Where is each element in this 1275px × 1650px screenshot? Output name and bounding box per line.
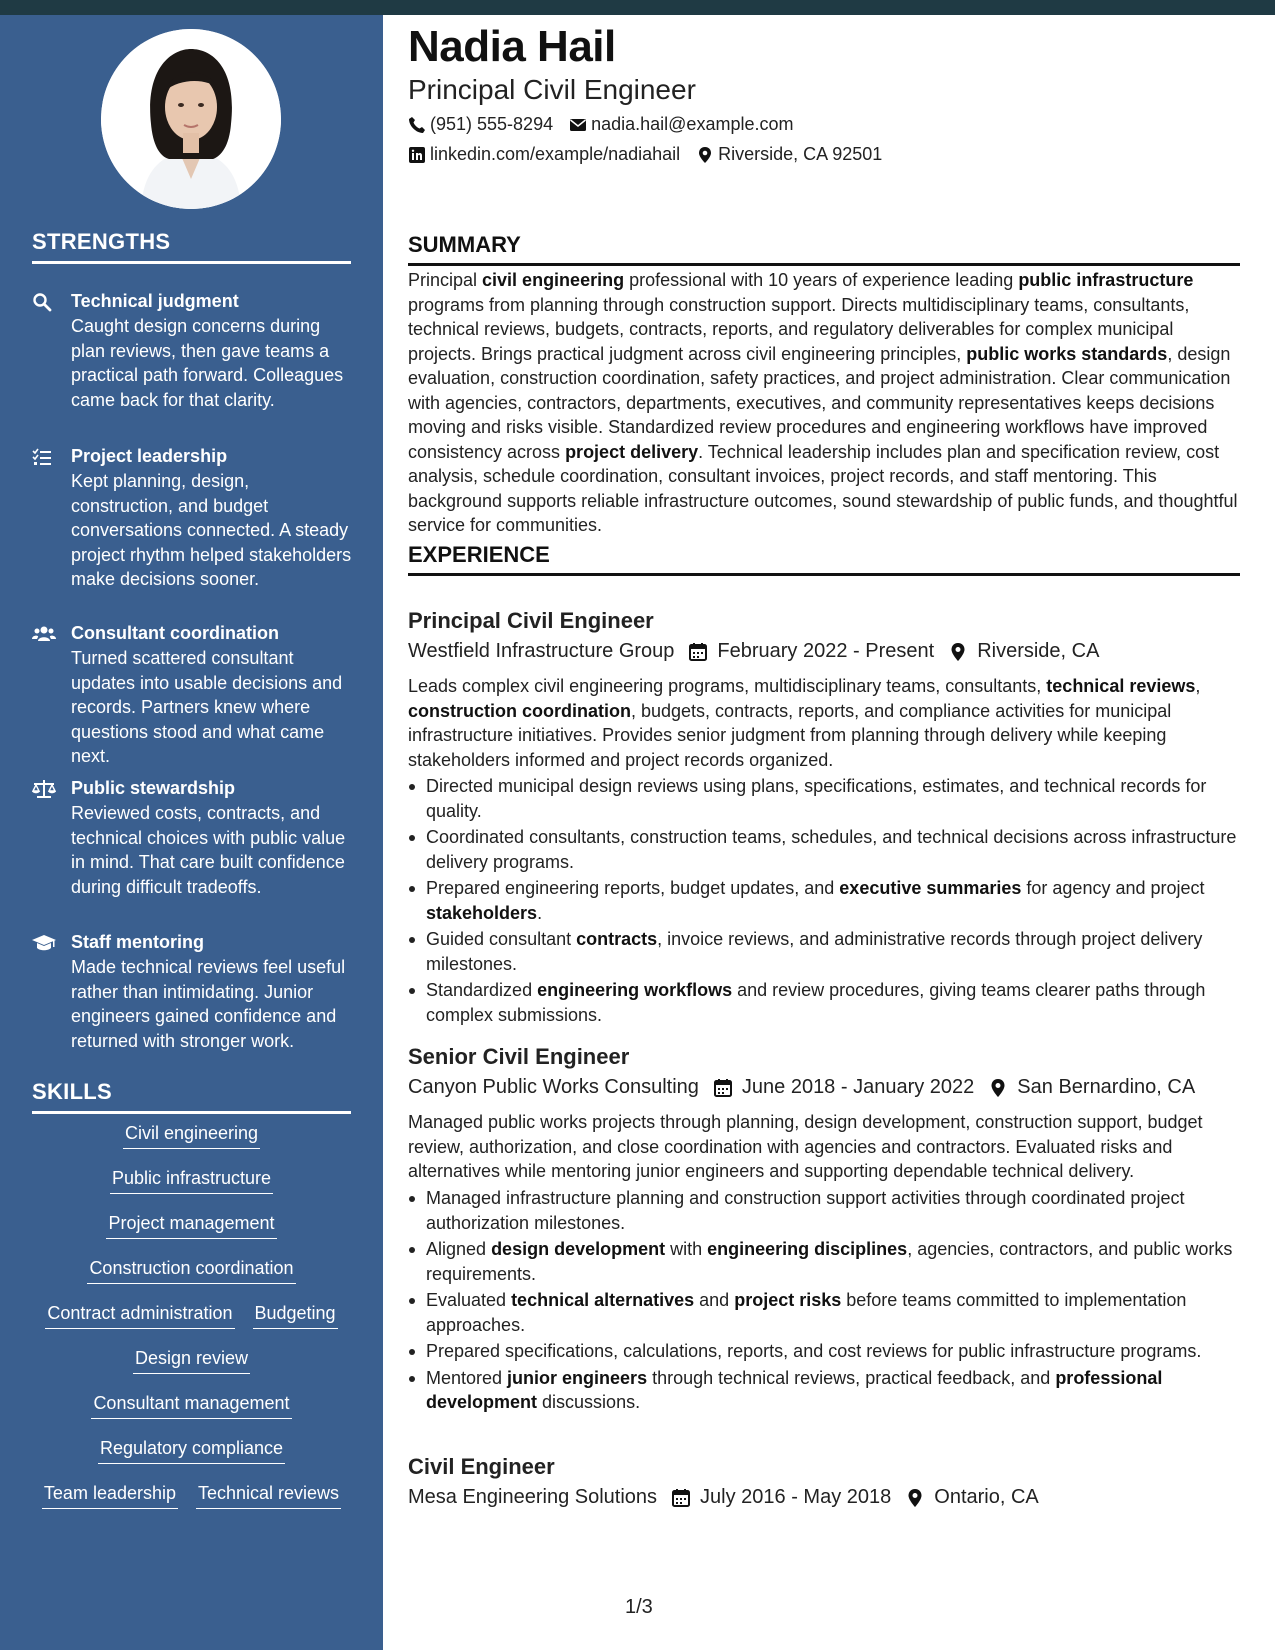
scale-icon xyxy=(32,779,54,799)
skill-tag: Budgeting xyxy=(253,1302,338,1329)
calendar-icon xyxy=(671,1488,691,1508)
skill-tag: Civil engineering xyxy=(123,1122,260,1149)
job-title: Civil Engineer xyxy=(408,1454,555,1479)
summary-text: Principal civil engineering professional with 10 years of experience leading public infrastructure programs from planning through construction support. Directs multidisciplinary teams, consultants, technical reviews, budgets, contracts, reports, and regulatory deliverables for complex municipal projects. Brings practical judgment across civil engineering principles, public works standards, design evaluation, construction coordination, safety practices, and project administration. Clear communication with agencies, contractors, departments, executives, and community representatives keeps decisions moving and risks visible. Standardized review procedures and engineering workflows have improved consistency across project delivery. Technical leadership includes plan and specification review, cost analysis, schedule coordination, consultant invoices, project records, and staff mentoring. This background supports reliable infrastructure outcomes, sound stewardship of public funds, and thoughtful service for communities. xyxy=(408,270,1238,535)
summary-heading: SUMMARY xyxy=(408,232,1240,266)
job-title: Principal Civil Engineer xyxy=(408,608,654,633)
job-dates: February 2022 - Present xyxy=(717,640,935,662)
candidate-headline: Principal Civil Engineer xyxy=(408,74,696,105)
skill-tag: Construction coordination xyxy=(87,1257,295,1284)
phone-icon xyxy=(408,116,426,134)
linkedin-link[interactable]: linkedin.com/example/nadiahail xyxy=(430,144,681,164)
top-accent-bar xyxy=(0,0,1275,15)
job-location: San Bernardino, CA xyxy=(1017,1076,1196,1098)
list-item: Aligned design development with engineering disciplines, agencies, contractors, and public works requirements. xyxy=(426,1237,1258,1286)
contact-row xyxy=(408,114,793,135)
skills-list xyxy=(32,1122,351,1527)
sidebar xyxy=(0,15,383,1650)
list-item: Standardized engineering workflows and review procedures, giving teams clearer paths through complex submissions. xyxy=(426,978,1258,1027)
strength-title: Project leadership xyxy=(71,446,228,466)
strength-description: Reviewed costs, contracts, and technical choices with public value in mind. That care built confidence during difficult tradeoffs. xyxy=(71,803,346,897)
skill-tag: Consultant management xyxy=(91,1392,291,1419)
profile-photo xyxy=(101,29,281,209)
strength-title: Public stewardship xyxy=(71,778,236,798)
strength-description: Caught design concerns during plan reviews, then gave teams a practical path forward. Colleagues came back for that clarity. xyxy=(71,316,344,410)
page-number: 1/3 xyxy=(625,1596,653,1618)
contact-row xyxy=(408,144,882,165)
job-location: Riverside, CA xyxy=(977,640,1100,662)
list-item: Coordinated consultants, construction teams, schedules, and technical decisions across infrastructure delivery programs. xyxy=(426,825,1258,874)
search-icon xyxy=(32,292,54,312)
job-meta xyxy=(408,640,1099,663)
job-meta xyxy=(408,1076,1195,1099)
list-item: Managed infrastructure planning and construction support activities through coordinated project authorization milestones. xyxy=(426,1186,1258,1235)
company-name: Mesa Engineering Solutions xyxy=(408,1486,658,1508)
strength-title: Technical judgment xyxy=(71,291,239,311)
location-icon xyxy=(905,1488,925,1508)
strength-description: Kept planning, design, construction, and budget conversations connected. A steady project rhythm helped stakeholders make decisions sooner. xyxy=(71,471,352,589)
graduation-cap-icon xyxy=(32,933,54,953)
skill-tag: Project management xyxy=(106,1212,276,1239)
email-icon xyxy=(569,116,587,134)
list-item: Prepared specifications, calculations, reports, and cost reviews for public infrastructure programs. xyxy=(426,1339,1258,1364)
skill-tag: Regulatory compliance xyxy=(98,1437,285,1464)
calendar-icon xyxy=(713,1078,733,1098)
skills-heading: SKILLS xyxy=(32,1079,351,1114)
strength-title: Consultant coordination xyxy=(71,623,279,643)
users-icon xyxy=(32,624,54,644)
list-check-icon xyxy=(32,447,54,467)
email-link[interactable]: nadia.hail@example.com xyxy=(591,114,794,134)
company-name: Canyon Public Works Consulting xyxy=(408,1076,699,1098)
job-location: Ontario, CA xyxy=(934,1486,1039,1508)
job-dates: June 2018 - January 2022 xyxy=(741,1076,975,1098)
job-dates: July 2016 - May 2018 xyxy=(700,1486,892,1508)
strength-description: Made technical reviews feel useful rather than intimidating. Junior engineers gained confidence and returned with stronger work. xyxy=(71,957,346,1051)
location-text: Riverside, CA 92501 xyxy=(718,144,883,164)
skill-tag: Technical reviews xyxy=(196,1482,341,1509)
strength-title: Staff mentoring xyxy=(71,932,204,952)
list-item: Evaluated technical alternatives and project risks before teams committed to implementation approaches. xyxy=(426,1288,1258,1337)
list-item: Guided consultant contracts, invoice reviews, and administrative records through project delivery milestones. xyxy=(426,927,1258,976)
skill-tag: Design review xyxy=(133,1347,250,1374)
skill-tag: Public infrastructure xyxy=(110,1167,273,1194)
skill-tag: Team leadership xyxy=(42,1482,178,1509)
list-item: Prepared engineering reports, budget updates, and executive summaries for agency and project stakeholders. xyxy=(426,876,1258,925)
experience-heading: EXPERIENCE xyxy=(408,542,1240,576)
company-name: Westfield Infrastructure Group xyxy=(408,640,675,662)
skill-tag: Contract administration xyxy=(45,1302,234,1329)
candidate-name: Nadia Hail xyxy=(408,22,616,71)
list-item: Mentored junior engineers through technical reviews, practical feedback, and professional development discussions. xyxy=(426,1366,1258,1415)
job-bullets xyxy=(408,1186,1258,1417)
phone-text: (951) 555-8294 xyxy=(430,114,554,134)
location-icon xyxy=(948,642,968,662)
job-summary: Managed public works projects through planning, design development, construction support, budget review, authorization, and close coordination with agencies and contractors. Evaluated risks and alternatives while mentoring junior engineers and supporting dependable technical delivery. xyxy=(408,1112,1203,1181)
job-meta xyxy=(408,1486,1039,1509)
location-icon xyxy=(696,146,714,164)
job-bullets xyxy=(408,774,1258,1029)
job-title: Senior Civil Engineer xyxy=(408,1044,630,1069)
strength-description: Turned scattered consultant updates into usable decisions and records. Partners knew where questions stood and what came next. xyxy=(71,648,343,766)
list-item: Directed municipal design reviews using plans, specifications, estimates, and technical records for quality. xyxy=(426,774,1258,823)
calendar-icon xyxy=(688,642,708,662)
location-icon xyxy=(988,1078,1008,1098)
linkedin-icon xyxy=(408,146,426,164)
job-summary: Leads complex civil engineering programs, multidisciplinary teams, consultants, technical reviews, construction coordination, budgets, contracts, reports, and compliance activities for municipal infrastructure initiatives. Provides senior judgment from planning through delivery while keeping stakeholders informed and project records organized. xyxy=(408,676,1201,770)
strengths-heading: STRENGTHS xyxy=(32,229,351,264)
